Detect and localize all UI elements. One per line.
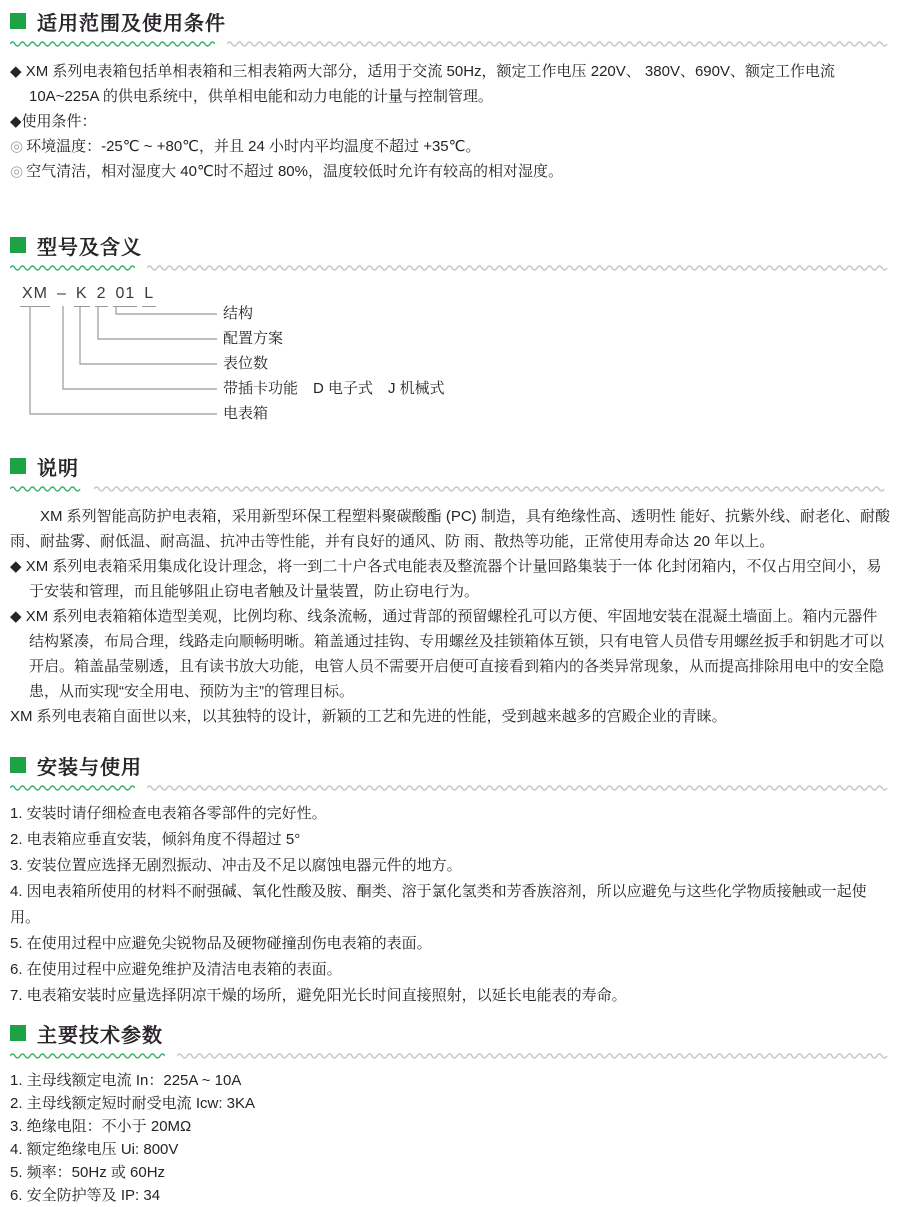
wavy-line: [94, 484, 888, 493]
wavy-line: [227, 39, 888, 48]
parameter-item: 6. 安全防护等及 IP: 34: [10, 1187, 161, 1204]
section-divider-wave: [10, 783, 890, 792]
model-label-structure: 结构: [223, 305, 254, 322]
section-scope-title: 适用范围及使用条件: [37, 12, 226, 35]
green-square-icon: [10, 13, 26, 29]
wavy-line: [147, 263, 888, 272]
description-bullet-1: ◆ XM 系列电表箱采用集成化设计理念，将一到二十户各式电能表及整流器个计量回路集装于一体 化封闭箱内，不仅占用空间小，易于安装和管理，而且能够阻止窃电者触及计量装置，防止窃电行为。: [10, 558, 882, 600]
section-installation-title: 安装与使用: [37, 756, 142, 779]
section-installation: [10, 754, 890, 1009]
section-description: [10, 455, 890, 729]
section-parameters: [10, 1022, 890, 1207]
section-installation-header: [10, 754, 890, 779]
model-code-part-structure: L: [142, 285, 156, 307]
installation-item: 7. 电表箱安装时应量选择阴凉干燥的场所，避免阳光长时间直接照射，以延长电能表的寿命。: [10, 987, 627, 1004]
parameter-item: 5. 频率：50Hz 或 60Hz: [10, 1164, 166, 1181]
section-parameters-header: [10, 1022, 890, 1047]
installation-item: 1. 安装时请仔细检查电表箱各零部件的完好性。: [10, 805, 327, 822]
wavy-line: [10, 1051, 165, 1060]
green-square-icon: [10, 458, 26, 474]
wavy-line: [10, 39, 215, 48]
section-divider-wave: [10, 263, 890, 272]
double-circle-bullet-icon: ◎: [10, 138, 24, 155]
green-square-icon: [10, 237, 26, 253]
scope-condition-item: [10, 159, 890, 184]
section-model-header: [10, 234, 890, 259]
model-code-part-card: K: [74, 285, 90, 307]
parameter-item: 1. 主母线额定电流 In：225A ~ 10A: [10, 1072, 242, 1089]
section-description-title: 说明: [37, 457, 79, 480]
wavy-line: [177, 1051, 888, 1060]
section-model: [10, 234, 890, 437]
model-label-config: 配置方案: [223, 330, 284, 347]
model-code-dash: –: [57, 285, 67, 302]
green-square-icon: [10, 757, 26, 773]
description-bullet-2: ◆ XM 系列电表箱箱体造型美观，比例均称、线条流畅，通过背部的预留螺栓孔可以方便、牢固地安装在混凝土墙面上。箱内元器件结构紧凑，布局合理，线路走向顺畅明晰。箱盖通过挂钩、专用螺丝及挂锁箱体互锁，只有电管人员借专用螺丝扳手和钥匙才可以开启。箱盖晶莹剔透，且有读书放大功能，电管人员不需要开启便可直接看到箱内的各类异常现象，从而提高排除用电中的安全隐患，从而实现“安全用电、预防为主”的管理目标。: [10, 608, 885, 700]
double-circle-bullet-icon: ◎: [10, 163, 24, 180]
wavy-line: [147, 783, 888, 792]
installation-item: 6. 在使用过程中应避免维护及清洁电表箱的表面。: [10, 961, 342, 978]
scope-condition-item: [10, 134, 890, 159]
section-parameters-title: 主要技术参数: [37, 1024, 163, 1047]
model-code-part-positions: 2: [95, 285, 109, 307]
installation-item: 2. 电表箱应垂直安装，倾斜角度不得超过 5°: [10, 831, 301, 848]
model-code-part-config: 01: [113, 285, 137, 307]
section-model-title: 型号及含义: [37, 236, 142, 259]
parameters-list: [10, 1069, 890, 1207]
description-content: [10, 504, 890, 729]
model-code-part-series: XM: [20, 285, 50, 307]
parameter-item: 2. 主母线额定短时耐受电流 Icw: 3KA: [10, 1095, 256, 1112]
installation-item: 3. 安装位置应选择无剧烈振动、冲击及不足以腐蚀电器元件的地方。: [10, 857, 462, 874]
wavy-line: [10, 484, 82, 493]
model-label-meter-box: 电表箱: [223, 405, 269, 422]
section-divider-wave: [10, 39, 890, 48]
wavy-line: [10, 783, 135, 792]
installation-item: 5. 在使用过程中应避免尖锐物品及硬物碰撞刮伤电表箱的表面。: [10, 935, 432, 952]
green-square-icon: [10, 1025, 26, 1041]
parameter-item: 3. 绝缘电阻：不小于 20MΩ: [10, 1118, 192, 1135]
model-label-positions: 表位数: [223, 355, 269, 372]
model-code: [20, 285, 161, 307]
wavy-line: [10, 263, 135, 272]
condition-text: 环境温度：-25℃ ~ +80℃，并且 24 小时内平均温度不超过 +35℃。: [26, 138, 481, 155]
section-divider-wave: [10, 484, 890, 493]
scope-intro-paragraph: ◆ XM 系列电表箱包括单相表箱和三相表箱两大部分，适用于交流 50Hz，额定工作电压 220V、 380V、690V、额定工作电流 10A~225A 的供电系统中，供单相电能和动力电能的计量与控制管理。: [10, 63, 835, 105]
model-label-card-function: 带插卡功能 D 电子式 J 机械式: [223, 380, 445, 397]
scope-content: [10, 59, 890, 184]
description-paragraph-2: XM 系列电表箱自面世以来，以其独特的设计，新颖的工艺和先进的性能，受到越来越多的宫殿企业的青睐。: [10, 708, 727, 725]
installation-list: [10, 801, 890, 1009]
model-code-diagram: [20, 285, 890, 437]
section-description-header: [10, 455, 890, 480]
installation-item: 4. 因电表箱所使用的材料不耐强碱、氧化性酸及胺、酮类、溶于氯化氢类和芳香族溶剂，所以应避免与这些化学物质接触或一起使用。: [10, 883, 867, 926]
model-connector-lines: [20, 306, 230, 424]
section-scope: [10, 10, 890, 184]
scope-usage-label: ◆使用条件：: [10, 113, 97, 130]
description-paragraph-1: XM 系列智能高防护电表箱，采用新型环保工程塑料聚碳酸酯 (PC) 制造，具有绝缘性高、透明性 能好、抗紫外线、耐老化、耐酸雨、耐盐雾、耐低温、耐高温、抗冲击等性能，并有良好的通风、防 雨、散热等功能，正常使用寿命达 20 年以上。: [10, 508, 891, 550]
condition-text: 空气清洁，相对湿度大 40℃时不超过 80%，温度较低时允许有较高的相对湿度。: [26, 163, 563, 180]
parameter-item: 4. 额定绝缘电压 Ui: 800V: [10, 1141, 179, 1158]
section-scope-header: [10, 10, 890, 35]
section-divider-wave: [10, 1051, 890, 1060]
